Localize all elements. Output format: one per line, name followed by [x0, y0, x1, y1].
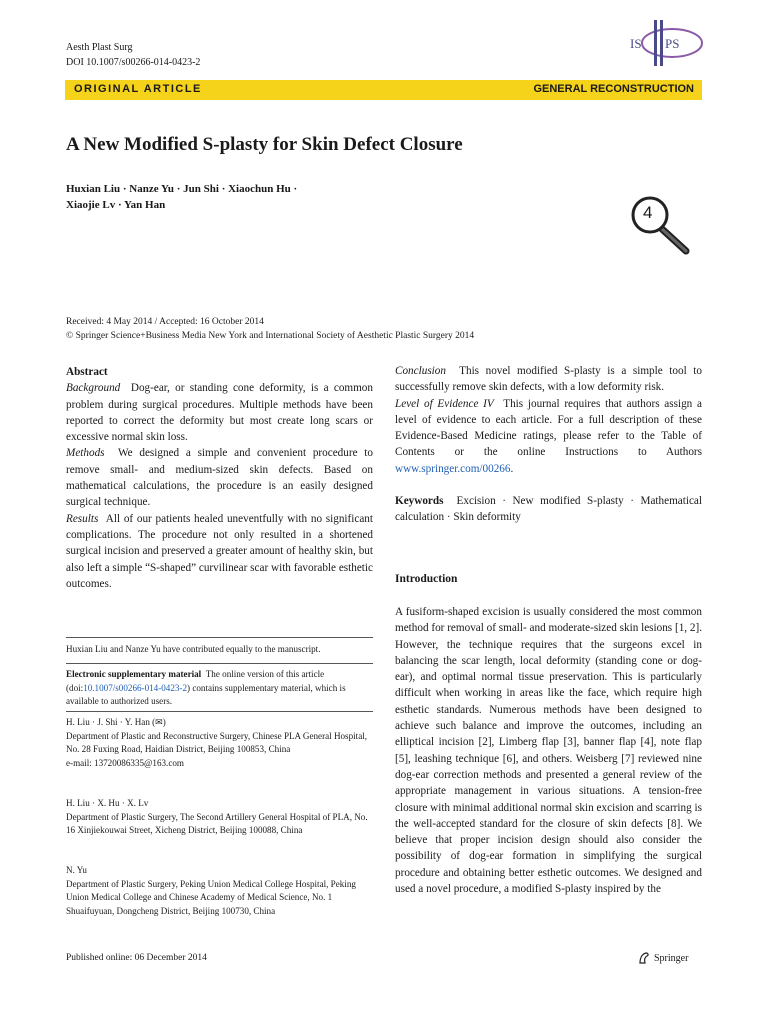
- article-type: ORIGINAL ARTICLE: [74, 83, 202, 95]
- abstract-methods: Methods We designed a simple and convenient procedure to remove small- and medium-sized skin defects. Based on mathematical calculations, the procedure is an easily designed surgical technique.: [66, 447, 373, 509]
- copyright: © Springer Science+Business Media New York and International Society of Aesthetic Plastic Surgery 2014: [66, 331, 475, 341]
- abstract-conclusion: Conclusion This novel modified S-plasty is a simple tool to successfully remove skin defects, with a low deformity risk.: [395, 365, 702, 394]
- paper-title: A New Modified S-plasty for Skin Defect Closure: [66, 134, 463, 155]
- introduction-text: A fusiform-shaped excision is usually considered the most common method for removal of small- and moderate-sized skin lesions [1, 2]. However, the technique requires that the surgeons excel in balancing the scar length, local deformity (standing cone or dog-ear), and optimal normal tissue preservation. This is particularly difficult when working in areas like the face, which require high esthetic standards. Numerous methods have been designed to achieve such balance and improve the outcomes, including an elliptical incision [2], Limberg flap [3], banner flap [4], note flap [5], leashing technique [6], and others. Weisberg [7] reviewed nine dog-ear correction methods and presented a general review of the appropriate management in various situations. A tension-free closure with minimal additional normal skin excision and scarring is the well-accepted standard for the closure of skin defects [8]. We believe that proper incision design should also consider the possibility of dog-ear formation in simplifying the surgical procedure and obtaining better esthetic outcomes. We designed and used a novel procedure, a modified S-plasty inspired by the: [395, 606, 702, 896]
- authors-line-2: Xiaojie Lv · Yan Han: [66, 199, 166, 211]
- abstract-left-column: [66, 364, 373, 592]
- esm-note: Electronic supplementary material The online version of this article (doi:10.1007/s00266-014-0423-2) contains supplementary material, which is available to authorized users.: [66, 669, 346, 706]
- publisher-name: Springer: [654, 952, 689, 964]
- published-online: Published online: 06 December 2014: [66, 953, 207, 963]
- article-dates: [66, 315, 474, 343]
- springer-brand: [637, 951, 688, 965]
- corresponding-email: e-mail: 13720086335@163.com: [66, 757, 184, 768]
- journal-doi: DOI 10.1007/s00266-014-0423-2: [66, 57, 201, 68]
- svg-text:IS: IS: [630, 36, 642, 51]
- footnote-divider-3: [66, 711, 373, 712]
- keywords: Keywords Excision · New modified S-plasty · Mathematical calculation · Skin deformity: [395, 495, 703, 524]
- evidence-level-number: 4: [643, 203, 653, 222]
- article-banner: [65, 80, 702, 100]
- springer-horse-icon: [637, 951, 651, 965]
- abstract-background: Background Dog-ear, or standing cone deformity, is a common problem during surgical procedures. Multiple methods have been reported to correct the deformity but most create long scars or excessive normal skin loss.: [66, 382, 373, 444]
- introduction-heading: Introduction: [395, 573, 458, 585]
- affiliation-2: H. Liu · X. Hu · X. Lv Department of Plastic Surgery, The Second Artillery General Hospital of PLA, No. 16 Xinjiekouwai Street, Xicheng District, Beijing 100088, China: [66, 798, 368, 835]
- authors-line-1: Huxian Liu · Nanze Yu · Jun Shi · Xiaochun Hu ·: [66, 183, 298, 195]
- received-accepted: Received: 4 May 2014 / Accepted: 16 October 2014: [66, 317, 264, 327]
- abstract-level-of-evidence: Level of Evidence IV This journal requires that authors assign a level of evidence to each article. For a full description of these Evidence-Based Medicine ratings, please refer to the Table of Contents or the online Instructions to Authors www.springer.com/00266.: [395, 397, 702, 475]
- affiliation-1: H. Liu · J. Shi · Y. Han (✉) Department of Plastic and Reconstructive Surgery, Chinese PLA General Hospital, No. 28 Fuxing Road, Haidian District, Beijing 100853, China e-mail: 13720086335@163.com: [66, 716, 373, 770]
- evidence-level-magnifier-icon: [626, 195, 696, 257]
- svg-text:PS: PS: [665, 36, 680, 51]
- abstract-results: Results All of our patients healed uneventfully with no significant complications. The procedure not only resulted in a shortened surgical incision and preserved a greater amount of healthy skin, but also left a simple “S-shaped” curvilinear scar with favorable esthetic outcomes.: [66, 512, 373, 590]
- author-list: [66, 181, 366, 213]
- footnote-divider-2: [66, 663, 373, 664]
- article-section: GENERAL RECONSTRUCTION: [533, 83, 694, 95]
- journal-info: [66, 40, 200, 70]
- equal-contribution-note: Huxian Liu and Nanze Yu have contributed equally to the manuscript.: [66, 644, 321, 654]
- esm-doi-link[interactable]: 10.1007/s00266-014-0423-2: [83, 682, 188, 693]
- isaps-logo: [604, 18, 704, 70]
- journal-name: Aesth Plast Surg: [66, 42, 133, 53]
- affiliation-3: N. Yu Department of Plastic Surgery, Peking Union Medical College Hospital, Peking Union Medical College and Chinese Academy of Medical Science, No. 1 Shuaifuyuan, Dongcheng District, Beijing 100730, China: [66, 865, 356, 916]
- footnote-divider: [66, 637, 373, 638]
- abstract-heading: Abstract: [66, 366, 108, 378]
- abstract-right-column: [395, 363, 702, 526]
- springer-link[interactable]: www.springer.com/00266: [395, 462, 511, 475]
